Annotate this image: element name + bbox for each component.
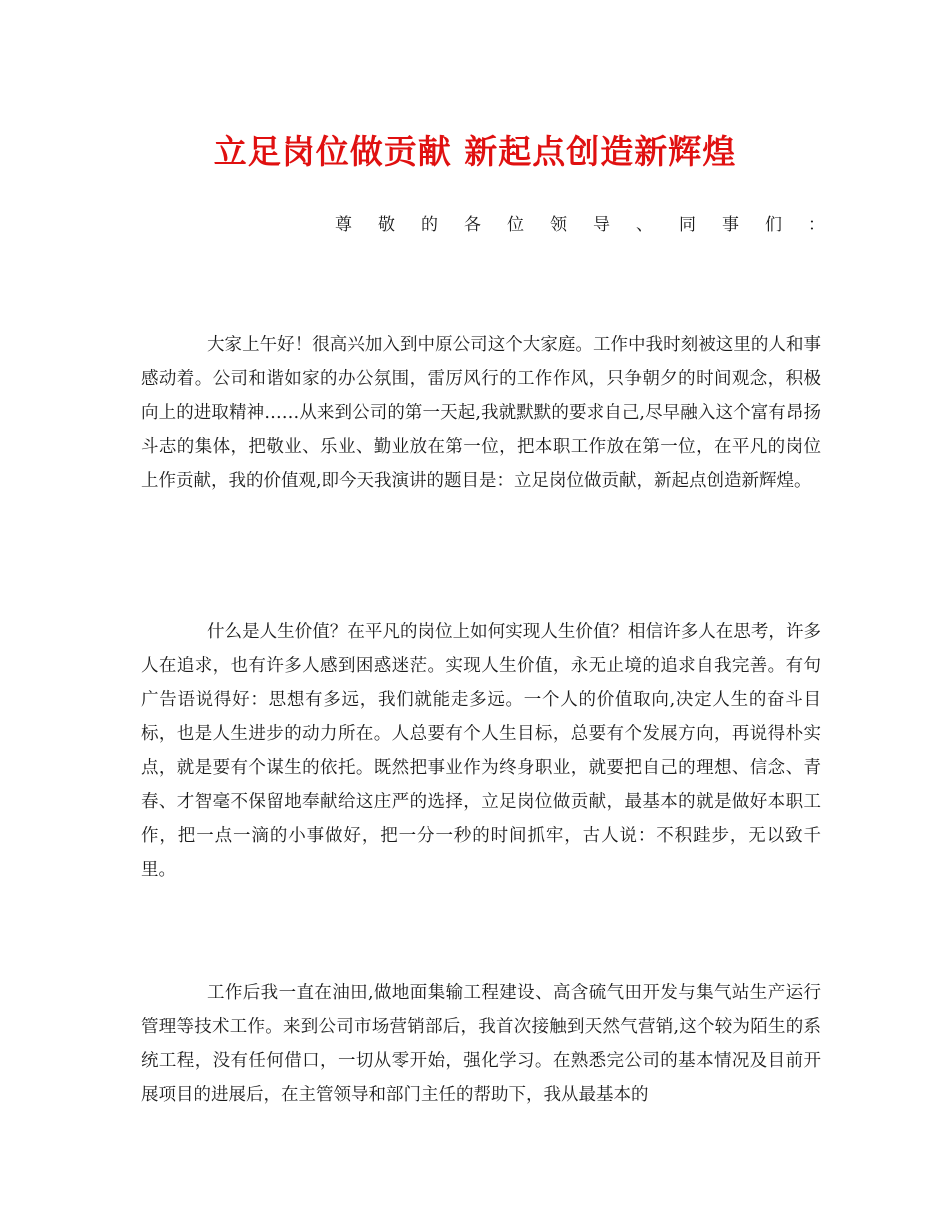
salutation-char: 敬 — [378, 215, 395, 235]
salutation-char: 、 — [636, 215, 653, 235]
salutation-char: 各 — [464, 215, 481, 235]
salutation-char: 尊 — [335, 215, 352, 235]
salutation — [335, 210, 825, 235]
document-title: 立足岗位做贡献 新起点创造新辉煌 — [213, 132, 737, 171]
salutation-char: 导 — [593, 215, 610, 235]
salutation-char: 的 — [421, 215, 438, 235]
salutation-char: ： — [808, 215, 825, 235]
salutation-char: 事 — [722, 215, 739, 235]
body-paragraph: 工作后我一直在油田,做地面集输工程建设、高含硫气田开发与集气站生产运行管理等技术工作。来到公司市场营销部后，我首次接触到天然气营销,这个较为陌生的系统工程，没有任何借口，一切从零开始，强化学习。在熟悉完公司的基本情况及目前开展项目的进展后，在主管领导和部门主任的帮助下，我从最基本的 — [141, 982, 821, 1105]
salutation-char: 同 — [679, 215, 696, 235]
salutation-char: 领 — [550, 215, 567, 235]
salutation-char: 位 — [507, 215, 524, 235]
body-paragraph: 什么是人生价值？在平凡的岗位上如何实现人生价值？相信许多人在思考，许多人在追求，也有许多人感到困惑迷茫。实现人生价值，永无止境的追求自我完善。有句广告语说得好：思想有多远，我们就能走多远。一个人的价值取向,决定人生的奋斗目标，也是人生进步的动力所在。人总要有个人生目标，总要有个发展方向，再说得朴实点，就是要有个谋生的依托。既然把事业作为终身职业，就要把自己的理想、信念、青春、才智毫不保留地奉献给这庄严的选择，立足岗位做贡献，最基本的就是做好本职工作，把一点一滴的小事做好，把一分一秒的时间抓牢，古人说：不积跬步，无以致千里。 — [141, 621, 821, 880]
salutation-char: 们 — [765, 215, 782, 235]
body-paragraph: 大家上午好！很高兴加入到中原公司这个大家庭。工作中我时刻被这里的人和事感动着。公司和谐如家的办公氛围，雷厉风行的工作作风，只争朝夕的时间观念，积极向上的进取精神……从来到公司的第一天起,我就默默的要求自己,尽早融入这个富有昂扬斗志的集体，把敬业、乐业、勤业放在第一位，把本职工作放在第一位，在平凡的岗位上作贡献，我的价值观,即今天我演讲的题目是：立足岗位做贡献，新起点创造新辉煌。 — [141, 334, 821, 491]
